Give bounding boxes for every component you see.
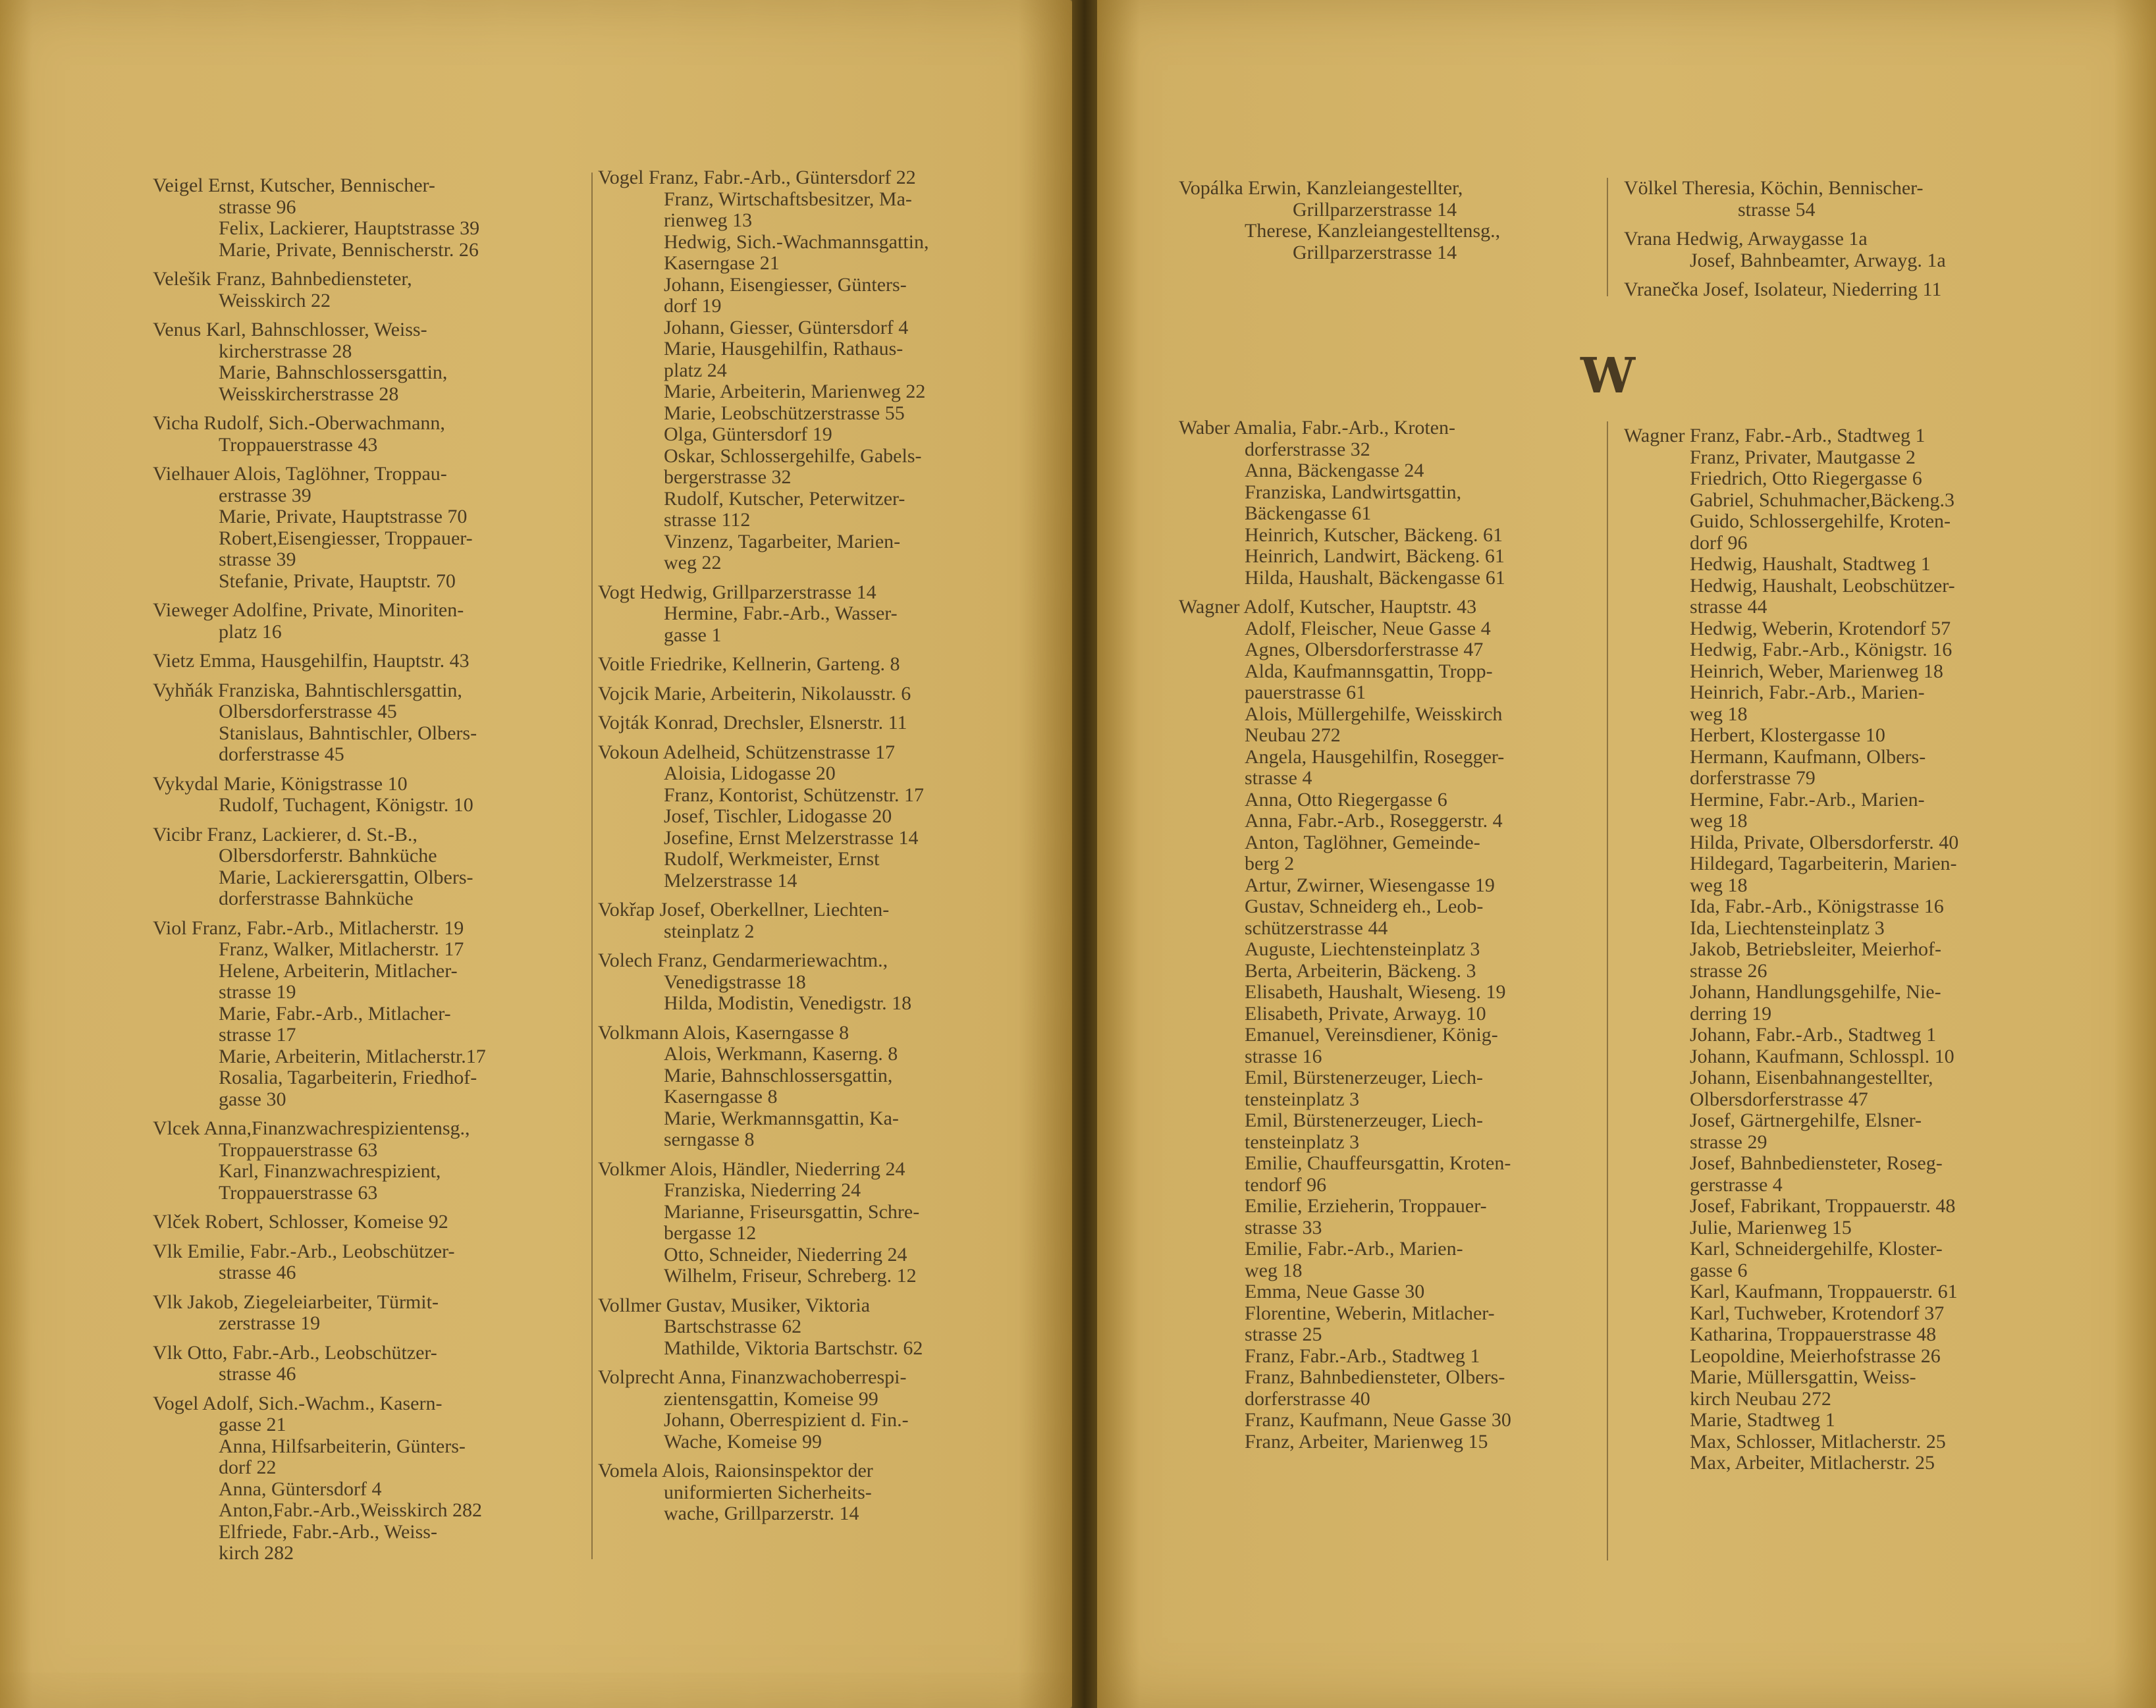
directory-column-1 bbox=[153, 175, 581, 1564]
entry-spacer bbox=[153, 910, 581, 918]
directory-entry-line: Vicha Rudolf, Sich.-Oberwachmann, bbox=[153, 412, 445, 434]
directory-continuation-line: Felix, Lackierer, Hauptstrasse 39 bbox=[219, 217, 480, 239]
directory-entry-line: Vranečka Josef, Isolateur, Niederring 11 bbox=[1624, 279, 1942, 300]
directory-column-3 bbox=[1179, 178, 1600, 263]
directory-continuation-line: Alois, Werkmann, Kaserng. 8 bbox=[664, 1043, 898, 1065]
directory-continuation-line: steinplatz 2 bbox=[664, 920, 755, 942]
directory-continuation-line: strasse 46 bbox=[219, 1262, 296, 1283]
directory-continuation-line: Adolf, Fleischer, Neue Gasse 4 bbox=[1245, 617, 1491, 639]
directory-continuation-line: Franz, Kontorist, Schützenstr. 17 bbox=[664, 784, 924, 806]
directory-continuation-line: Max, Schlosser, Mitlacherstr. 25 bbox=[1690, 1430, 1946, 1453]
directory-entry-line: Voitle Friedrike, Kellnerin, Garteng. 8 bbox=[598, 653, 900, 675]
directory-continuation-line: Hermine, Fabr.-Arb., Marien- bbox=[1690, 788, 1925, 811]
directory-continuation-line: Marie, Fabr.-Arb., Mitlacher- bbox=[219, 1002, 451, 1025]
directory-continuation-line: Ida, Liechtensteinplatz 3 bbox=[1690, 917, 1885, 939]
entry-spacer bbox=[153, 816, 581, 824]
directory-entry-line: Vlk Emilie, Fabr.-Arb., Leobschützer- bbox=[153, 1240, 455, 1262]
directory-continuation-line: weg 18 bbox=[1690, 874, 1748, 896]
directory-continuation-line: Marie, Werkmannsgattin, Ka- bbox=[664, 1107, 899, 1129]
directory-continuation-line: Kaserngasse 8 bbox=[664, 1086, 778, 1108]
directory-entry-line: Vrana Hedwig, Arwaygasse 1a bbox=[1624, 228, 1868, 250]
directory-continuation-line: Anna, Bäckengasse 24 bbox=[1245, 460, 1424, 481]
directory-column-4 bbox=[1624, 178, 2045, 301]
directory-continuation-line: Franziska, Niederring 24 bbox=[664, 1179, 861, 1201]
directory-continuation-line: strasse 19 bbox=[219, 981, 296, 1003]
directory-continuation-line: gerstrasse 4 bbox=[1690, 1173, 1783, 1196]
directory-continuation-line: Emanuel, Vereinsdiener, König- bbox=[1245, 1024, 1498, 1046]
entry-spacer bbox=[153, 1335, 581, 1343]
directory-continuation-line: strasse 44 bbox=[1690, 596, 1767, 618]
directory-continuation-line: Olbersdorferstr. Bahnküche bbox=[219, 845, 437, 867]
directory-continuation-line: dorf 19 bbox=[664, 295, 722, 317]
directory-entry-line: Vicibr Franz, Lackierer, d. St.-B., bbox=[153, 823, 418, 845]
column-divider-right bbox=[1607, 421, 1608, 1561]
directory-continuation-line: bergerstrasse 32 bbox=[664, 466, 792, 488]
directory-continuation-line: tensteinplatz 3 bbox=[1245, 1131, 1360, 1153]
directory-continuation-line: strasse 29 bbox=[1690, 1131, 1767, 1153]
directory-entry-line: Vlk Otto, Fabr.-Arb., Leobschützer- bbox=[153, 1341, 437, 1364]
directory-continuation-line: zientensgattin, Komeise 99 bbox=[664, 1387, 878, 1410]
directory-continuation-line: Grillparzerstrasse 14 bbox=[1293, 241, 1457, 263]
directory-entry-line: Velešik Franz, Bahnbediensteter, bbox=[153, 268, 412, 290]
entry-spacer bbox=[598, 574, 1033, 582]
directory-continuation-line: Karl, Schneidergehilfe, Kloster- bbox=[1690, 1238, 1943, 1260]
directory-continuation-line: dorferstrasse 45 bbox=[219, 743, 344, 765]
entry-spacer bbox=[598, 1015, 1033, 1023]
entry-spacer bbox=[153, 1284, 581, 1292]
directory-continuation-line: Franziska, Landwirtsgattin, bbox=[1245, 481, 1462, 503]
directory-continuation-line: Gabriel, Schuhmacher,Bäckeng.3 bbox=[1690, 489, 1954, 511]
directory-continuation-line: Olbersdorferstrasse 45 bbox=[219, 701, 397, 722]
directory-continuation-line: Rudolf, Kutscher, Peterwitzer- bbox=[664, 487, 905, 510]
directory-continuation-line: uniformierten Sicherheits- bbox=[664, 1481, 872, 1503]
directory-continuation-line: Karl, Tuchweber, Krotendorf 37 bbox=[1690, 1302, 1945, 1324]
directory-continuation-line: Josef, Bahnbeamter, Arwayg. 1a bbox=[1690, 249, 1946, 271]
directory-continuation-line: Olbersdorferstrasse 47 bbox=[1690, 1088, 1868, 1110]
directory-continuation-line: Marie, Müllersgattin, Weiss- bbox=[1690, 1366, 1916, 1388]
directory-entry-line: Vokřap Josef, Oberkellner, Liechten- bbox=[598, 899, 890, 921]
directory-continuation-line: tendorf 96 bbox=[1245, 1173, 1327, 1196]
entry-spacer bbox=[153, 1385, 581, 1393]
directory-entry-line: Vojcik Marie, Arbeiterin, Nikolausstr. 6 bbox=[598, 682, 911, 705]
directory-continuation-line: Vinzenz, Tagarbeiter, Marien- bbox=[664, 530, 901, 552]
directory-continuation-line: Troppauerstrasse 43 bbox=[219, 433, 378, 456]
directory-continuation-line: Helene, Arbeiterin, Mitlacher- bbox=[219, 959, 458, 982]
directory-entry-line: Volkmer Alois, Händler, Niederring 24 bbox=[598, 1158, 905, 1180]
directory-continuation-line: Otto, Schneider, Niederring 24 bbox=[664, 1243, 907, 1266]
directory-continuation-line: Franz, Privater, Mautgasse 2 bbox=[1690, 446, 1916, 468]
directory-entry-line: Vietz Emma, Hausgehilfin, Hauptstr. 43 bbox=[153, 650, 470, 672]
column-divider-left bbox=[591, 173, 593, 1559]
directory-continuation-line: Leopoldine, Meierhofstrasse 26 bbox=[1690, 1345, 1941, 1367]
directory-continuation-line: Anna, Hilfsarbeiterin, Günters- bbox=[219, 1435, 466, 1457]
directory-continuation-line: Artur, Zwirner, Wiesengasse 19 bbox=[1245, 874, 1495, 896]
directory-continuation-line: Johann, Handlungsgehilfe, Nie- bbox=[1690, 981, 1941, 1003]
directory-continuation-line: Jakob, Betriebsleiter, Meierhof- bbox=[1690, 938, 1942, 960]
directory-continuation-line: Anna, Otto Riegergasse 6 bbox=[1245, 788, 1447, 811]
directory-continuation-line: strasse 26 bbox=[1690, 959, 1767, 982]
directory-entry-line: Völkel Theresia, Köchin, Bennischer- bbox=[1624, 177, 1924, 199]
directory-continuation-line: Venedigstrasse 18 bbox=[664, 971, 806, 993]
directory-continuation-line: Guido, Schlossergehilfe, Kroten- bbox=[1690, 510, 1951, 532]
directory-continuation-line: serngasse 8 bbox=[664, 1129, 755, 1150]
directory-continuation-line: Hilda, Private, Olbersdorferstr. 40 bbox=[1690, 831, 1959, 853]
directory-continuation-line: Angela, Hausgehilfin, Rosegger- bbox=[1245, 745, 1505, 768]
directory-continuation-line: Hedwig, Weberin, Krotendorf 57 bbox=[1690, 617, 1951, 639]
directory-entry-line: Vogt Hedwig, Grillparzerstrasse 14 bbox=[598, 581, 876, 603]
directory-entry-line: Vojták Konrad, Drechsler, Elsnerstr. 11 bbox=[598, 712, 907, 734]
directory-continuation-line: Josefine, Ernst Melzerstrasse 14 bbox=[664, 826, 919, 849]
directory-entry-line: Vlcek Anna,Finanzwachrespizientensg., bbox=[153, 1117, 470, 1139]
directory-continuation-line: Heinrich, Weber, Marienweg 18 bbox=[1690, 660, 1943, 682]
directory-continuation-line: Hedwig, Fabr.-Arb., Königstr. 16 bbox=[1690, 639, 1953, 660]
directory-continuation-line: Franz, Bahnbediensteter, Olbers- bbox=[1245, 1366, 1505, 1388]
directory-entry-line: Wagner Franz, Fabr.-Arb., Stadtweg 1 bbox=[1624, 425, 1926, 446]
directory-continuation-line: Franz, Arbeiter, Marienweg 15 bbox=[1245, 1430, 1488, 1453]
directory-continuation-line: Johann, Fabr.-Arb., Stadtweg 1 bbox=[1690, 1024, 1937, 1046]
directory-continuation-line: Josef, Gärtnergehilfe, Elsner- bbox=[1690, 1109, 1922, 1131]
directory-continuation-line: strasse 25 bbox=[1245, 1323, 1322, 1345]
book-gutter bbox=[1072, 0, 1097, 1708]
directory-continuation-line: Marie, Stadtweg 1 bbox=[1690, 1409, 1835, 1431]
directory-continuation-line: Emilie, Erzieherin, Troppauer- bbox=[1245, 1195, 1487, 1217]
directory-column-6 bbox=[1624, 425, 2045, 1474]
directory-continuation-line: Hedwig, Haushalt, Leobschützer- bbox=[1690, 574, 1955, 597]
directory-continuation-line: Anton,Fabr.-Arb.,Weisskirch 282 bbox=[219, 1499, 483, 1521]
directory-continuation-line: Johann, Eisenbahnangestellter, bbox=[1690, 1067, 1933, 1088]
directory-continuation-line: Ida, Fabr.-Arb., Königstrasse 16 bbox=[1690, 895, 1944, 917]
directory-continuation-line: bergasse 12 bbox=[664, 1222, 757, 1244]
directory-continuation-line: strasse 54 bbox=[1738, 198, 1816, 221]
directory-continuation-line: Hermine, Fabr.-Arb., Wasser- bbox=[664, 602, 898, 624]
directory-entry-line: Vieweger Adolfine, Private, Minoriten- bbox=[153, 599, 464, 621]
section-letter-heading: W bbox=[1580, 348, 1636, 404]
directory-continuation-line: Agnes, Olbersdorferstrasse 47 bbox=[1245, 639, 1484, 660]
directory-entry-line: Vomela Alois, Raionsinspektor der bbox=[598, 1460, 873, 1481]
directory-continuation-line: dorferstrasse Bahnküche bbox=[219, 888, 414, 909]
directory-continuation-line: strasse 33 bbox=[1245, 1216, 1322, 1239]
entry-spacer bbox=[598, 734, 1033, 742]
directory-continuation-line: schützerstrasse 44 bbox=[1245, 917, 1388, 939]
directory-continuation-line: strasse 16 bbox=[1245, 1045, 1322, 1067]
directory-continuation-line: strasse 39 bbox=[219, 548, 296, 570]
directory-continuation-line: Bartschstrasse 62 bbox=[664, 1316, 802, 1337]
directory-continuation-line: Emil, Bürstenerzeuger, Liech- bbox=[1245, 1067, 1483, 1088]
directory-continuation-line: kircherstrasse 28 bbox=[219, 340, 352, 362]
directory-continuation-line: Alda, Kaufmannsgattin, Tropp- bbox=[1245, 660, 1493, 682]
directory-continuation-line: Wilhelm, Friseur, Schreberg. 12 bbox=[664, 1265, 917, 1287]
directory-continuation-line: Anna, Güntersdorf 4 bbox=[219, 1478, 382, 1500]
directory-continuation-line: dorferstrasse 79 bbox=[1690, 767, 1816, 789]
directory-continuation-line: Melzerstrasse 14 bbox=[664, 869, 797, 892]
directory-entry-line: Vyhňák Franziska, Bahntischlersgattin, bbox=[153, 679, 462, 701]
directory-continuation-line: Marie, Arbeiterin, Marienweg 22 bbox=[664, 381, 926, 402]
directory-continuation-line: Troppauerstrasse 63 bbox=[219, 1181, 378, 1204]
directory-continuation-line: dorferstrasse 40 bbox=[1245, 1387, 1370, 1410]
directory-continuation-line: Katharina, Troppauerstrasse 48 bbox=[1690, 1323, 1937, 1345]
directory-continuation-line: Marie, Private, Hauptstrasse 70 bbox=[219, 506, 468, 527]
directory-continuation-line: platz 16 bbox=[219, 620, 282, 643]
directory-continuation-line: weg 18 bbox=[1690, 703, 1748, 725]
directory-continuation-line: Franz, Wirtschaftsbesitzer, Ma- bbox=[664, 188, 912, 210]
directory-continuation-line: weg 18 bbox=[1245, 1259, 1303, 1281]
directory-continuation-line: strasse 4 bbox=[1245, 767, 1312, 789]
directory-continuation-line: Hedwig, Sich.-Wachmannsgattin, bbox=[664, 230, 929, 253]
directory-continuation-line: Marianne, Friseursgattin, Schre- bbox=[664, 1200, 920, 1223]
directory-continuation-line: kirch 282 bbox=[219, 1542, 294, 1564]
directory-continuation-line: Anna, Fabr.-Arb., Roseggerstr. 4 bbox=[1245, 810, 1503, 832]
directory-entry-line: Vykydal Marie, Königstrasse 10 bbox=[153, 772, 408, 795]
directory-entry-line: Vokoun Adelheid, Schützenstrasse 17 bbox=[598, 741, 896, 763]
directory-column-5 bbox=[1179, 417, 1600, 1453]
directory-continuation-line: Robert,Eisengiesser, Troppauer- bbox=[219, 527, 473, 549]
directory-continuation-line: Rosalia, Tagarbeiterin, Friedhof- bbox=[219, 1067, 477, 1088]
directory-continuation-line: Josef, Bahnbediensteter, Roseg- bbox=[1690, 1152, 1943, 1174]
directory-continuation-line: Weisskircherstrasse 28 bbox=[219, 383, 399, 405]
directory-continuation-line: Marie, Bahnschlossersgattin, bbox=[664, 1064, 893, 1086]
directory-continuation-line: Grillparzerstrasse 14 bbox=[1293, 198, 1457, 221]
directory-entry-line: Venus Karl, Bahnschlosser, Weiss- bbox=[153, 319, 427, 340]
directory-continuation-line: Berta, Arbeiterin, Bäckeng. 3 bbox=[1245, 959, 1476, 982]
directory-continuation-line: tensteinplatz 3 bbox=[1245, 1088, 1360, 1110]
directory-continuation-line: Herbert, Klostergasse 10 bbox=[1690, 724, 1885, 746]
directory-continuation-line: gasse 21 bbox=[219, 1414, 286, 1435]
directory-continuation-line: derring 19 bbox=[1690, 1002, 1772, 1025]
directory-continuation-line: Olga, Güntersdorf 19 bbox=[664, 423, 832, 445]
directory-continuation-line: Marie, Hausgehilfin, Rathaus- bbox=[664, 338, 903, 360]
directory-entry-line: Vielhauer Alois, Taglöhner, Troppau- bbox=[153, 463, 447, 485]
directory-entry-line: Waber Amalia, Fabr.-Arb., Kroten- bbox=[1179, 417, 1455, 439]
directory-continuation-line: Julie, Marienweg 15 bbox=[1690, 1216, 1852, 1239]
directory-continuation-line: Franz, Kaufmann, Neue Gasse 30 bbox=[1245, 1409, 1511, 1431]
directory-continuation-line: Max, Arbeiter, Mitlacherstr. 25 bbox=[1690, 1452, 1935, 1474]
directory-continuation-line: Gustav, Schneiderg eh., Leob- bbox=[1245, 895, 1484, 917]
directory-continuation-line: Marie, Lackierersgattin, Olbers- bbox=[219, 866, 473, 888]
directory-entry-line: Viol Franz, Fabr.-Arb., Mitlacherstr. 19 bbox=[153, 917, 464, 939]
directory-continuation-line: Johann, Eisengiesser, Günters- bbox=[664, 273, 907, 296]
directory-continuation-line: dorf 96 bbox=[1690, 531, 1748, 554]
directory-continuation-line: Hedwig, Haushalt, Stadtweg 1 bbox=[1690, 553, 1931, 575]
column-divider-right-top bbox=[1607, 178, 1608, 296]
directory-continuation-line: Johann, Giesser, Güntersdorf 4 bbox=[664, 316, 909, 338]
directory-entry-line: Wagner Adolf, Kutscher, Hauptstr. 43 bbox=[1179, 596, 1477, 618]
directory-continuation-line: Rudolf, Werkmeister, Ernst bbox=[664, 848, 880, 870]
directory-continuation-line: Elisabeth, Haushalt, Wieseng. 19 bbox=[1245, 981, 1506, 1003]
directory-entry-line: Vlček Robert, Schlosser, Komeise 92 bbox=[153, 1211, 448, 1233]
directory-entry-line: Vollmer Gustav, Musiker, Viktoria bbox=[598, 1294, 871, 1316]
directory-continuation-line: dorferstrasse 32 bbox=[1245, 438, 1370, 460]
directory-entry-line: Vogel Adolf, Sich.-Wachm., Kasern- bbox=[153, 1392, 443, 1414]
directory-continuation-line: Hermann, Kaufmann, Olbers- bbox=[1690, 745, 1926, 768]
directory-entry-line: Volprecht Anna, Finanzwachoberrespi- bbox=[598, 1366, 907, 1388]
directory-continuation-line: Emilie, Fabr.-Arb., Marien- bbox=[1245, 1238, 1463, 1260]
directory-continuation-line: Marie, Bahnschlossersgattin, bbox=[219, 361, 448, 383]
directory-continuation-line: zerstrasse 19 bbox=[219, 1312, 321, 1334]
directory-continuation-line: rienweg 13 bbox=[664, 209, 753, 231]
entry-spacer bbox=[153, 672, 581, 680]
directory-continuation-line: Karl, Kaufmann, Troppauerstr. 61 bbox=[1690, 1281, 1958, 1302]
directory-continuation-line: kirch Neubau 272 bbox=[1690, 1387, 1831, 1410]
directory-continuation-line: Weisskirch 22 bbox=[219, 289, 331, 311]
directory-continuation-line: Elfriede, Fabr.-Arb., Weiss- bbox=[219, 1520, 437, 1543]
directory-continuation-line: Neubau 272 bbox=[1245, 724, 1341, 746]
directory-continuation-line: Stefanie, Private, Hauptstr. 70 bbox=[219, 570, 456, 592]
directory-continuation-line: berg 2 bbox=[1245, 853, 1295, 874]
directory-continuation-line: Therese, Kanzleiangestelltensg., bbox=[1245, 220, 1501, 242]
directory-continuation-line: Bäckengasse 61 bbox=[1245, 502, 1372, 524]
directory-continuation-line: strasse 17 bbox=[219, 1024, 296, 1046]
directory-continuation-line: Marie, Private, Bennischerstr. 26 bbox=[219, 238, 479, 261]
entry-spacer bbox=[153, 766, 581, 774]
directory-continuation-line: Karl, Finanzwachrespizient, bbox=[219, 1160, 441, 1182]
directory-entry-line: Vopálka Erwin, Kanzleiangestellter, bbox=[1179, 177, 1463, 199]
directory-continuation-line: gasse 30 bbox=[219, 1088, 286, 1110]
directory-continuation-line: strasse 112 bbox=[664, 509, 751, 531]
directory-continuation-line: Emma, Neue Gasse 30 bbox=[1245, 1281, 1425, 1302]
directory-continuation-line: Kaserngase 21 bbox=[664, 252, 780, 274]
directory-continuation-line: Florentine, Weberin, Mitlacher- bbox=[1245, 1302, 1495, 1324]
directory-continuation-line: Josef, Fabrikant, Troppauerstr. 48 bbox=[1690, 1195, 1956, 1217]
directory-continuation-line: Franz, Walker, Mitlacherstr. 17 bbox=[219, 938, 464, 960]
directory-continuation-line: gasse 1 bbox=[664, 624, 722, 646]
directory-continuation-line: Hildegard, Tagarbeiterin, Marien- bbox=[1690, 853, 1957, 874]
directory-continuation-line: Emilie, Chauffeursgattin, Kroten- bbox=[1245, 1152, 1511, 1174]
directory-continuation-line: pauerstrasse 61 bbox=[1245, 681, 1366, 703]
directory-continuation-line: wache, Grillparzerstr. 14 bbox=[664, 1503, 859, 1524]
directory-continuation-line: Emil, Bürstenerzeuger, Liech- bbox=[1245, 1109, 1483, 1131]
directory-continuation-line: Josef, Tischler, Lidogasse 20 bbox=[664, 805, 892, 827]
directory-continuation-line: Heinrich, Kutscher, Bäckeng. 61 bbox=[1245, 523, 1503, 546]
directory-continuation-line: Auguste, Liechtensteinplatz 3 bbox=[1245, 938, 1480, 960]
directory-entry-line: Volech Franz, Gendarmeriewachtm., bbox=[598, 949, 888, 971]
directory-continuation-line: Marie, Leobschützerstrasse 55 bbox=[664, 402, 905, 424]
directory-continuation-line: Elisabeth, Private, Arwayg. 10 bbox=[1245, 1002, 1486, 1025]
directory-continuation-line: Aloisia, Lidogasse 20 bbox=[664, 762, 836, 784]
directory-continuation-line: Oskar, Schlossergehilfe, Gabels- bbox=[664, 444, 922, 467]
directory-entry-line: Volkmann Alois, Kaserngasse 8 bbox=[598, 1021, 849, 1044]
directory-continuation-line: Hilda, Modistin, Venedigstr. 18 bbox=[664, 992, 912, 1014]
entry-spacer bbox=[598, 1151, 1033, 1159]
directory-continuation-line: Heinrich, Landwirt, Bäckeng. 61 bbox=[1245, 545, 1505, 567]
entry-spacer bbox=[598, 1287, 1033, 1295]
directory-continuation-line: Wache, Komeise 99 bbox=[664, 1430, 822, 1453]
directory-continuation-line: Johann, Oberrespizient d. Fin.- bbox=[664, 1409, 909, 1431]
directory-continuation-line: Marie, Arbeiterin, Mitlacherstr.17 bbox=[219, 1045, 486, 1067]
directory-continuation-line: Friedrich, Otto Riegergasse 6 bbox=[1690, 467, 1922, 489]
directory-continuation-line: strasse 96 bbox=[219, 196, 296, 218]
directory-entry-line: Vlk Jakob, Ziegeleiarbeiter, Türmit- bbox=[153, 1291, 439, 1313]
directory-continuation-line: gasse 6 bbox=[1690, 1259, 1748, 1281]
directory-continuation-line: erstrasse 39 bbox=[219, 484, 311, 506]
directory-continuation-line: weg 22 bbox=[664, 552, 722, 574]
directory-continuation-line: Johann, Kaufmann, Schlosspl. 10 bbox=[1690, 1045, 1954, 1067]
directory-continuation-line: weg 18 bbox=[1690, 810, 1748, 832]
directory-continuation-line: Alois, Müllergehilfe, Weisskirch bbox=[1245, 703, 1503, 725]
directory-continuation-line: Stanislaus, Bahntischler, Olbers- bbox=[219, 722, 477, 744]
entry-spacer bbox=[153, 1233, 581, 1241]
directory-continuation-line: Heinrich, Fabr.-Arb., Marien- bbox=[1690, 681, 1925, 703]
directory-continuation-line: dorf 22 bbox=[219, 1456, 277, 1478]
directory-entry-line: Vogel Franz, Fabr.-Arb., Güntersdorf 22 bbox=[598, 167, 916, 188]
directory-continuation-line: Mathilde, Viktoria Bartschstr. 62 bbox=[664, 1337, 923, 1359]
entry-spacer bbox=[598, 676, 1033, 683]
directory-continuation-line: Rudolf, Tuchagent, Königstr. 10 bbox=[219, 794, 473, 816]
directory-continuation-line: Hilda, Haushalt, Bäckengasse 61 bbox=[1245, 566, 1505, 589]
directory-continuation-line: Anton, Taglöhner, Gemeinde- bbox=[1245, 831, 1480, 853]
directory-continuation-line: Troppauerstrasse 63 bbox=[219, 1138, 378, 1161]
directory-continuation-line: Franz, Fabr.-Arb., Stadtweg 1 bbox=[1245, 1345, 1480, 1367]
directory-entry-line: Veigel Ernst, Kutscher, Bennischer- bbox=[153, 174, 435, 196]
directory-continuation-line: platz 24 bbox=[664, 359, 727, 381]
directory-continuation-line: strasse 46 bbox=[219, 1363, 296, 1385]
directory-column-2 bbox=[598, 167, 1033, 1525]
